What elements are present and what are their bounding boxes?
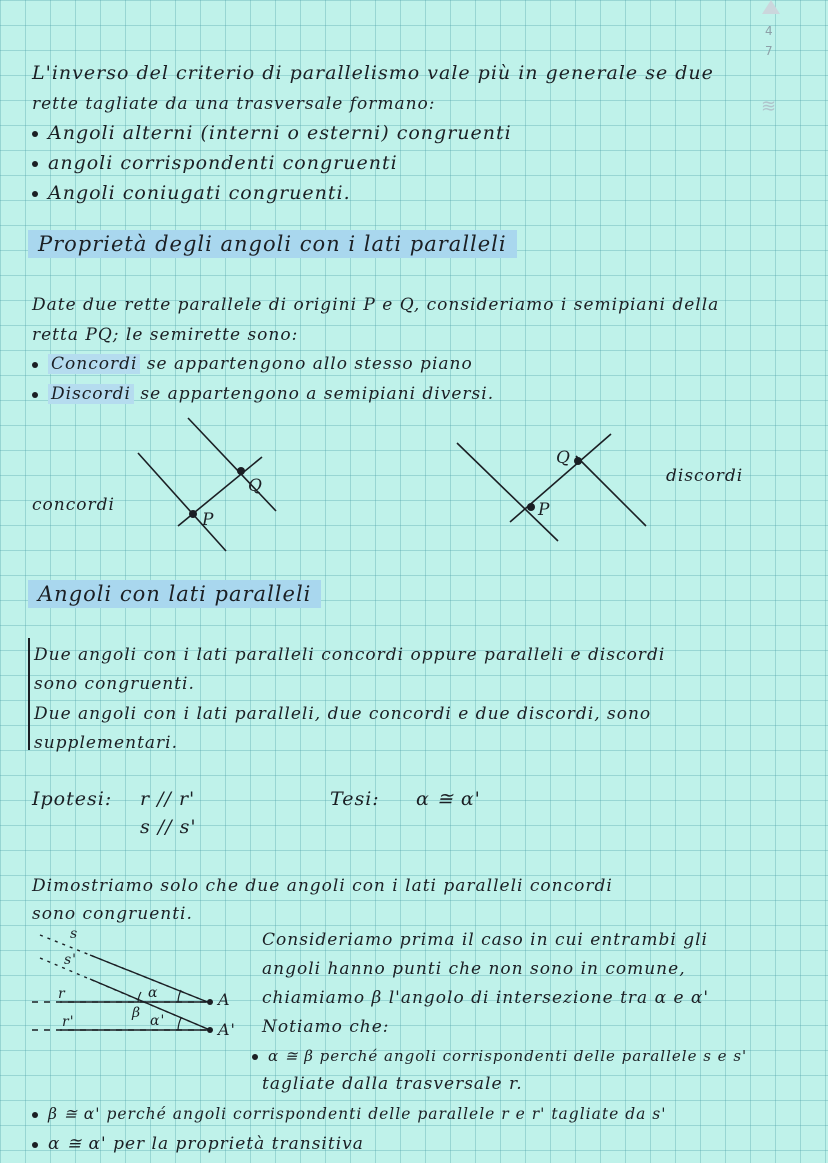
point-q-label: Q (556, 448, 571, 468)
proof-line: tagliate dalla trasversale r. (262, 1074, 523, 1094)
concordi-bullet: Concordi se appartengono allo stesso piano (32, 354, 473, 374)
discordi-ray-p (457, 443, 558, 541)
point-q-dot (574, 457, 582, 465)
proof-bullet: α ≅ α' per la proprietà transitiva (32, 1134, 364, 1154)
proof-bullet: α ≅ β perché angoli corrispondenti delle parallele s e s' (252, 1047, 747, 1065)
layers-icon[interactable]: ≋ (761, 96, 777, 117)
point-a-dot (207, 999, 213, 1005)
theorem-margin-bar (28, 638, 30, 750)
proof-line: Notiamo che: (262, 1017, 390, 1037)
discordi-figure-label: discordi (666, 466, 744, 486)
concordi-ray-p (138, 453, 226, 551)
proof-line: chiamiamo β l'angolo di intersezione tra α e α' (262, 988, 710, 1008)
point-a-prime-dot (207, 1027, 213, 1033)
ipotesi-r: r // r' (140, 788, 196, 810)
proof-line: sono congruenti. (32, 904, 193, 924)
label-s: s (70, 926, 79, 942)
label-a: A (218, 990, 231, 1009)
tesi-label: Tesi: (330, 788, 380, 810)
angle-alpha-arc (178, 990, 181, 1002)
label-r-prime: r' (62, 1014, 75, 1030)
theorem-line: Due angoli con i lati paralleli, due concordi e due discordi, sono (34, 704, 652, 724)
intro-bullet: Angoli coniugati congruenti. (32, 182, 351, 204)
angle-alpha-prime-arc (178, 1018, 181, 1030)
section1-line-2: retta PQ; le semirette sono: (32, 325, 299, 345)
theorem-line: Due angoli con i lati paralleli concordi oppure paralleli e discordi (34, 645, 666, 665)
label-s-prime: s' (64, 952, 78, 968)
current-page-number: 4 (765, 24, 773, 38)
point-q-label: Q (248, 476, 263, 496)
ipotesi-label: Ipotesi: (32, 788, 113, 810)
concordi-ray-q (188, 418, 276, 511)
theorem-line: supplementari. (34, 733, 178, 753)
intro-bullet: Angoli alterni (interni o esterni) congruenti (32, 122, 512, 144)
intro-line-1: L'inverso del criterio di parallelismo vale più in generale se due (32, 62, 714, 84)
point-p-label: P (538, 500, 551, 520)
discordi-ray-q (576, 456, 646, 526)
ipotesi-s: s // s' (140, 816, 197, 838)
label-r: r (58, 986, 66, 1002)
theorem-line: sono congruenti. (34, 674, 195, 694)
label-alpha: α (148, 985, 159, 1001)
label-alpha-prime: α' (150, 1013, 166, 1029)
section-title-proprieta: Proprietà degli angoli con i lati paralleli (28, 230, 517, 258)
intro-bullet: angoli corrispondenti congruenti (32, 152, 398, 174)
tesi-value: α ≅ α' (416, 788, 481, 810)
point-q-dot (237, 467, 245, 475)
proof-line: angoli hanno punti che non sono in comune, (262, 959, 686, 979)
proof-line: Dimostriamo solo che due angoli con i lati paralleli concordi (32, 876, 613, 896)
concordi-figure-label: concordi (32, 495, 115, 515)
point-p-dot (189, 510, 197, 518)
section1-line-1: Date due rette parallele di origini P e Q, consideriamo i semipiani della (32, 295, 720, 315)
discordi-bullet: Discordi se appartengono a semipiani diversi. (32, 384, 494, 404)
point-p-dot (527, 503, 535, 511)
intro-line-2: rette tagliate da una trasversale formano: (32, 94, 436, 114)
total-pages-number: 7 (765, 44, 773, 58)
point-p-label: P (202, 510, 215, 530)
proof-bullet: β ≅ α' perché angoli corrispondenti delle parallele r e r' tagliate da s' (32, 1105, 667, 1123)
label-beta: β (132, 1005, 142, 1021)
section-title-angoli: Angoli con lati paralleli (28, 580, 321, 608)
label-a-prime: A' (218, 1020, 236, 1039)
proof-line: Consideriamo prima il caso in cui entrambi gli (262, 930, 708, 950)
